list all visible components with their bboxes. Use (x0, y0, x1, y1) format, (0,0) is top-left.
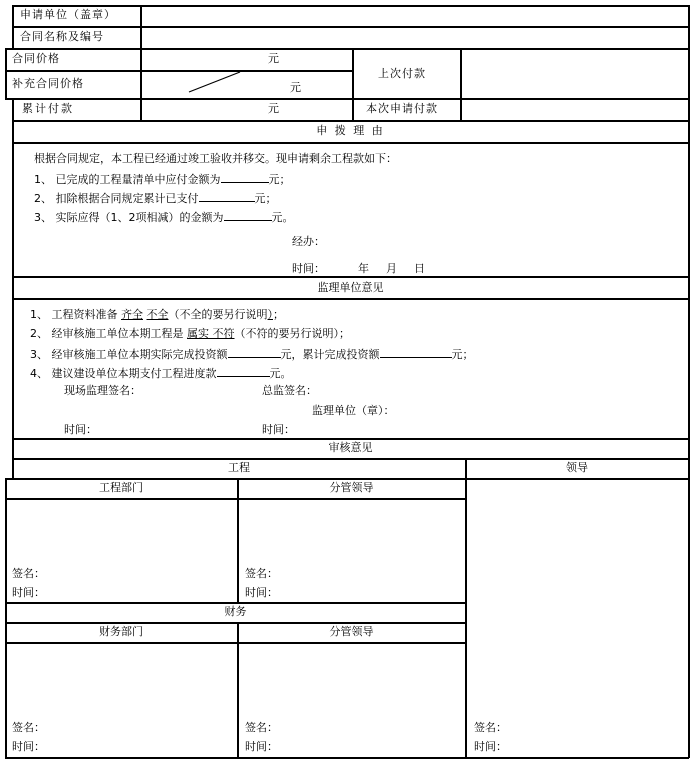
site-supervisor-label: 现场监理签名： (64, 384, 141, 397)
current-request-field[interactable] (462, 100, 687, 119)
reason-title: 申 拨 理 由 (316, 124, 385, 137)
cumulative-investment-amount[interactable] (380, 346, 452, 358)
supervision-title: 监理单位意见 (317, 281, 384, 294)
option-complete[interactable]: 齐全 (121, 308, 143, 321)
chief-supervisor-label: 总监签名： (262, 384, 317, 397)
contract-price-field[interactable] (142, 50, 351, 69)
finance-leader-time-label: 时间： (245, 740, 278, 753)
leader-title: 领导 (566, 461, 588, 474)
last-payment-field[interactable] (462, 50, 687, 97)
applicant-label: 申请单位（盖章） (20, 8, 116, 21)
contract-price-unit: 元 (268, 52, 279, 65)
reason-item-2-text: 2、 扣除根据合同规定累计已支付 (34, 192, 199, 205)
finance-dept-time-label: 时间： (12, 740, 45, 753)
date-year: 年 (358, 262, 369, 275)
engineering-dept-header: 工程部门 (99, 481, 143, 494)
leader-sign-label: 签名： (474, 721, 507, 734)
supervision-item-1-note-end: ） (267, 308, 273, 321)
supervision-seal-label: 监理单位（章）： (312, 404, 395, 417)
rule (12, 142, 689, 144)
applicant-field[interactable] (142, 7, 687, 26)
finance-leader-header: 分管领导 (329, 625, 374, 638)
reason-intro: 根据合同规定，本工程已经通过竣工验收并移交。现申请剩余工程款如下： (34, 152, 397, 165)
reason-item-3-unit: 元。 (271, 211, 294, 224)
supervision-item-4 (30, 365, 292, 381)
rule (12, 276, 689, 278)
rule (12, 120, 689, 122)
supervision-item-2-note: （不符的要另行说明）； (234, 327, 350, 340)
option-accurate[interactable]: 属实 (187, 327, 213, 340)
reason-time-label: 时间： (292, 262, 325, 275)
engineering-title: 工程 (228, 461, 250, 474)
supervision-item-3-text: 3、 经审核施工单位本期实际完成投资额 (30, 348, 228, 361)
reason-item-3 (34, 209, 294, 225)
rule (352, 48, 354, 120)
option-incomplete[interactable]: 不全 (146, 308, 169, 321)
cumulative-payment-label: 累计付款 (22, 102, 74, 115)
reason-item-1 (34, 171, 291, 187)
finance-dept-header: 财务部门 (99, 625, 143, 638)
rule (5, 757, 689, 759)
supervision-item-1-suffix: ； (273, 308, 284, 321)
rule (5, 622, 466, 624)
leader-opinion[interactable] (468, 480, 687, 756)
supervision-item-1-text: 1、 工程资料准备 (30, 308, 121, 321)
supervision-item-1 (30, 308, 284, 322)
progress-payment-amount[interactable] (217, 365, 270, 377)
engineering-leader-time-label: 时间： (245, 586, 278, 599)
contract-price-label: 合同价格 (12, 52, 60, 65)
supplement-price-unit: 元 (290, 81, 301, 94)
supplement-price-label: 补充合同价格 (12, 77, 84, 90)
cumulative-payment-field[interactable] (142, 100, 351, 119)
supervision-item-3 (30, 346, 474, 362)
rule (237, 478, 239, 603)
rule (237, 622, 239, 758)
leader-time-label: 时间： (474, 740, 507, 753)
supervision-item-1-note: （不全的要另行说明 (168, 308, 268, 321)
engineering-dept-opinion[interactable] (7, 500, 236, 600)
finance-title: 财务 (224, 605, 247, 618)
rule (688, 5, 690, 758)
engineering-leader-sign-label: 签名： (245, 567, 278, 580)
rule (12, 438, 689, 440)
supplement-price-field[interactable] (142, 72, 351, 97)
rule (5, 602, 466, 604)
last-payment-label: 上次付款 (378, 67, 426, 80)
supervision-item-2-text: 2、 经审核施工单位本期工程是 (30, 327, 187, 340)
reason-item-2-amount[interactable] (199, 190, 255, 202)
supervision-item-2 (30, 327, 350, 341)
period-investment-amount[interactable] (228, 346, 281, 358)
reason-item-1-unit: 元； (268, 173, 291, 186)
cumulative-payment-unit: 元 (268, 102, 279, 115)
contract-name-label: 合同名称及编号 (20, 30, 104, 43)
reason-item-3-amount[interactable] (224, 209, 272, 221)
supervision-time-label-2: 时间： (262, 423, 295, 436)
supervision-item-4-unit: 元。 (269, 367, 292, 380)
engineering-dept-sign-label: 签名： (12, 567, 45, 580)
engineering-leader-opinion[interactable] (240, 500, 464, 600)
supervision-item-3-unit: 元； (451, 348, 474, 361)
rule (12, 298, 689, 300)
supervision-item-4-text: 4、 建议建设单位本期支付工程进度款 (30, 367, 217, 380)
reason-item-1-amount[interactable] (221, 171, 269, 183)
contract-name-field[interactable] (142, 28, 687, 47)
reason-item-2 (34, 190, 277, 206)
rule (12, 458, 689, 460)
supervision-time-label-1: 时间： (64, 423, 97, 436)
date-day: 日 (414, 262, 425, 275)
review-title: 审核意见 (328, 441, 373, 454)
supervision-item-3-mid: 元，累计完成投资额 (280, 348, 380, 361)
date-month: 月 (386, 262, 397, 275)
finance-dept-sign-label: 签名： (12, 721, 45, 734)
reason-item-1-text: 1、 已完成的工程量清单中应付金额为 (34, 173, 221, 186)
rule (5, 48, 7, 98)
handler-field[interactable] (330, 233, 530, 249)
rule (12, 5, 14, 48)
finance-leader-sign-label: 签名： (245, 721, 278, 734)
reason-item-3-text: 3、 实际应得（1、2项相减）的金额为 (34, 211, 224, 224)
reason-item-2-unit: 元； (254, 192, 277, 205)
engineering-leader-header: 分管领导 (329, 481, 374, 494)
handler-label: 经办： (292, 235, 325, 248)
current-request-label: 本次申请付款 (366, 102, 438, 115)
option-inconsistent[interactable]: 不符 (212, 327, 235, 340)
engineering-dept-time-label: 时间： (12, 586, 45, 599)
